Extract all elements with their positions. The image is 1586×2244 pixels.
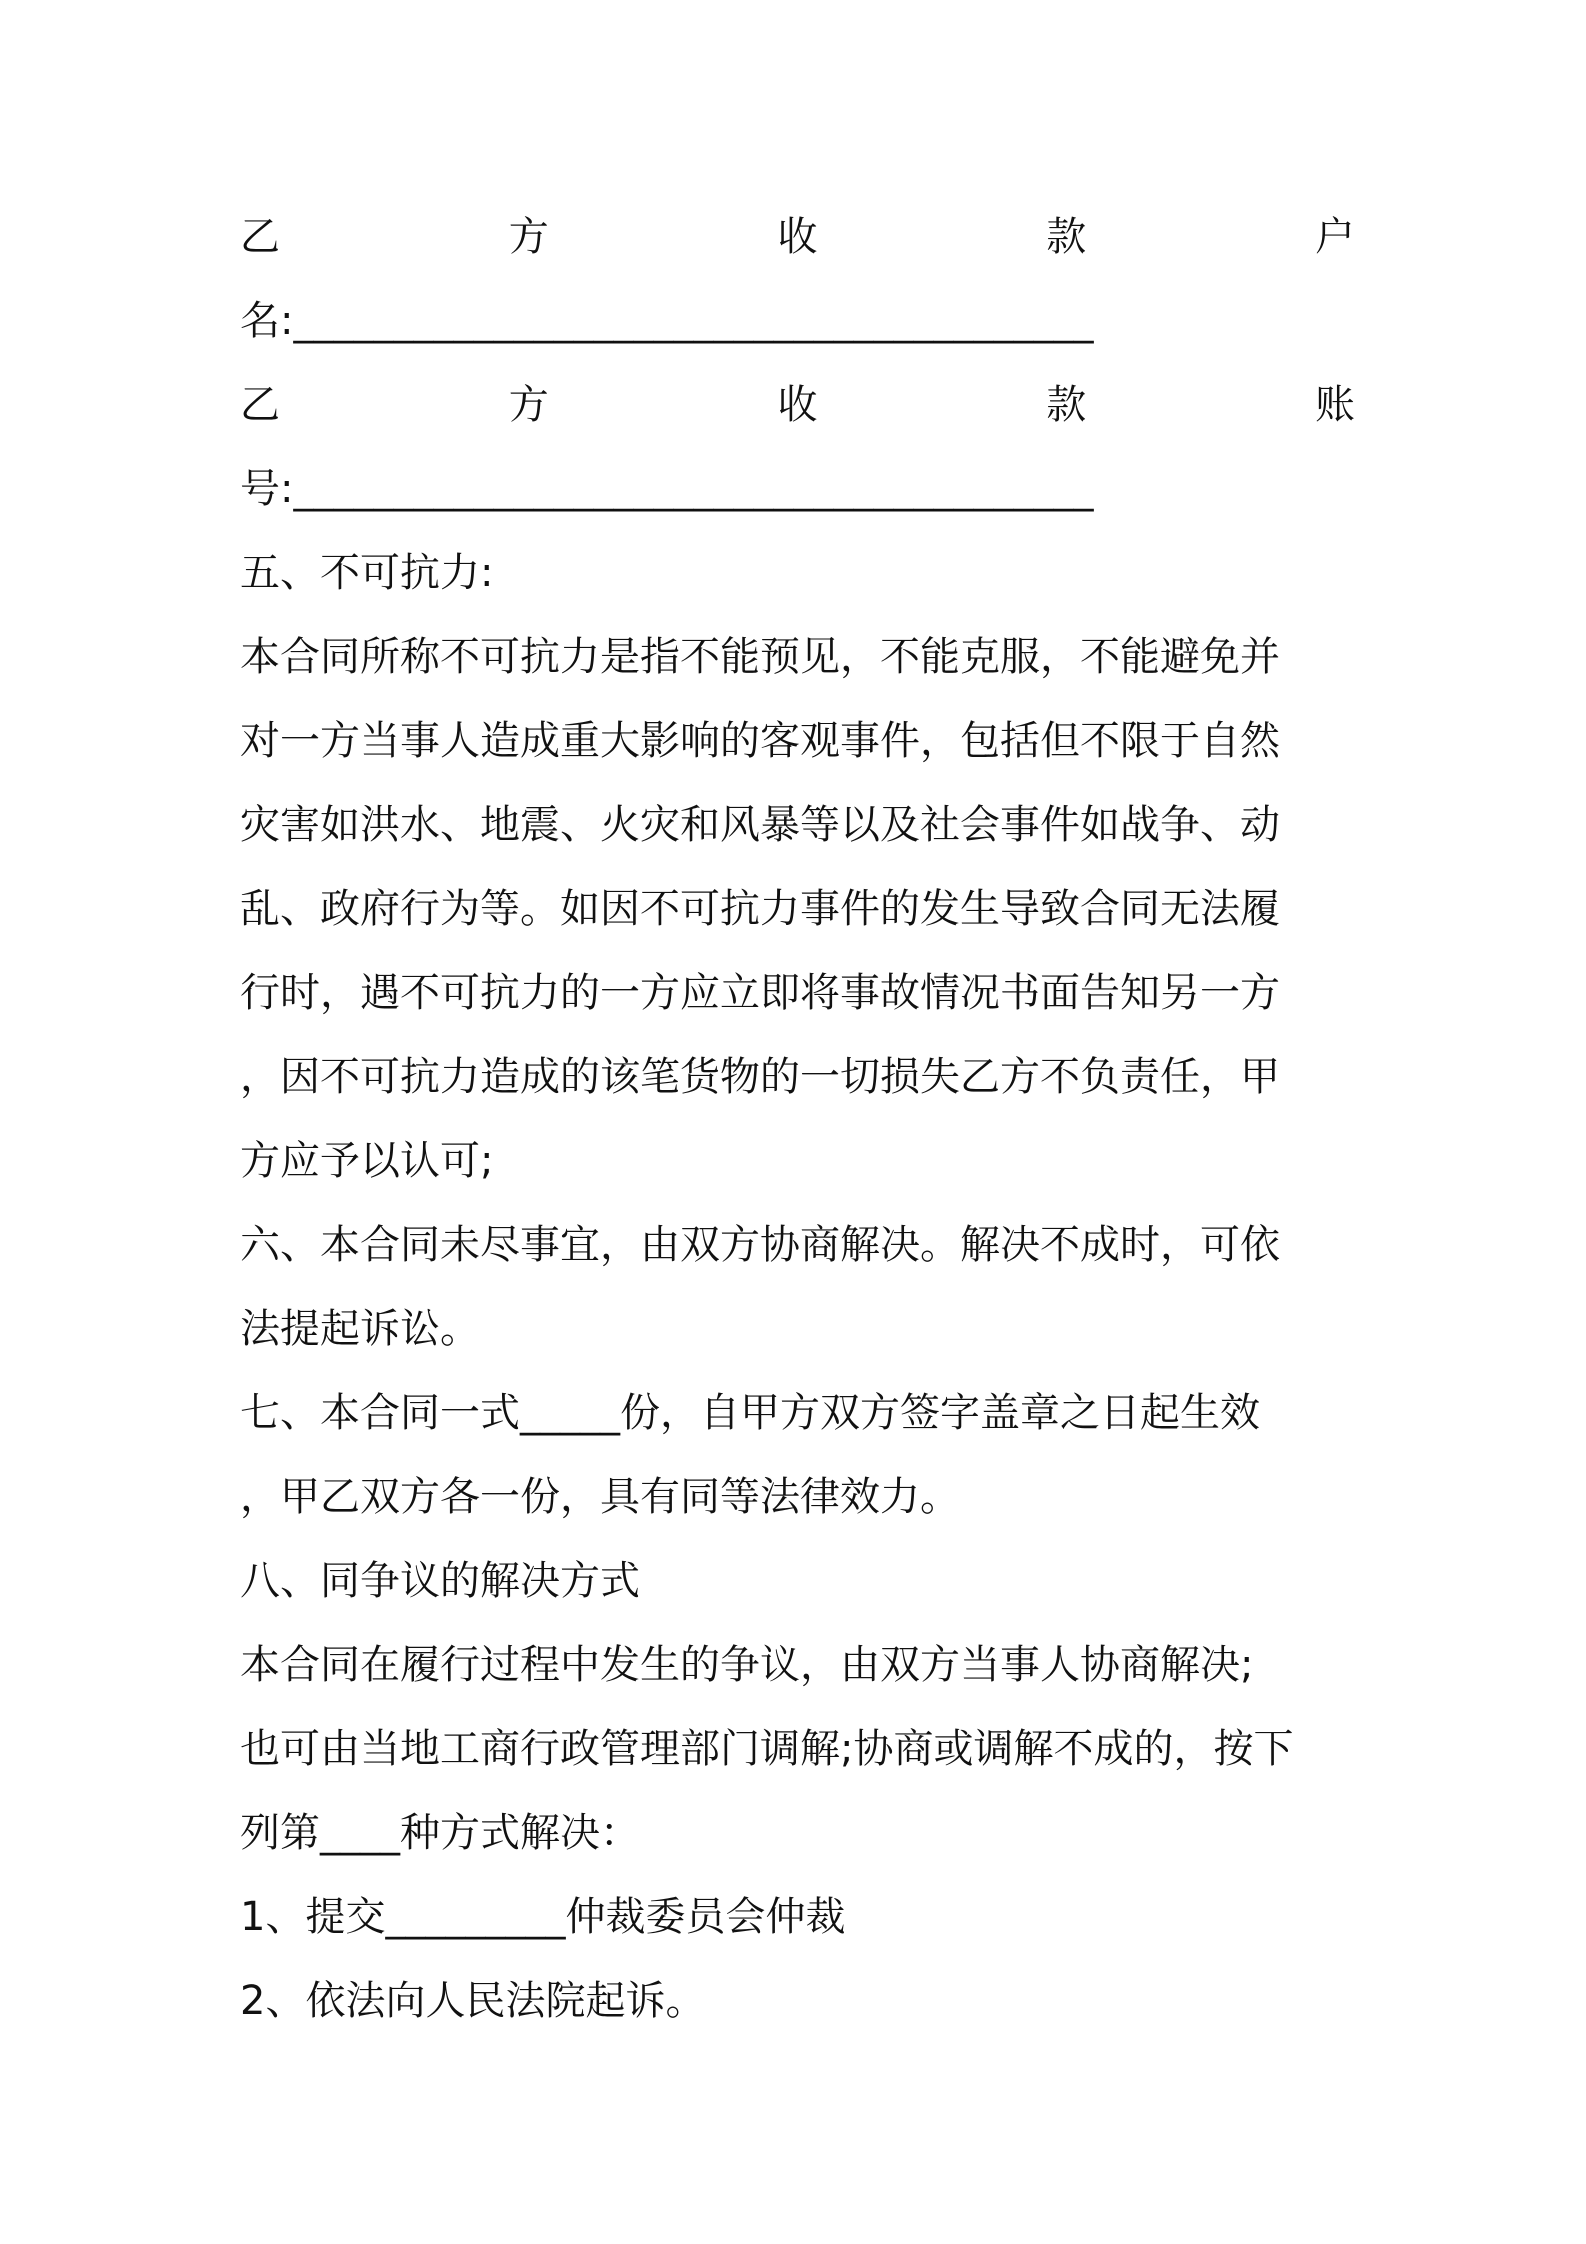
- payee-account-char: 款: [1046, 382, 1087, 428]
- payee-account-label-row: [240, 363, 1355, 447]
- force-majeure-line: 乱、政府行为等。如因不可抗力事件的发生导致合同无法履: [240, 886, 1280, 932]
- payee-name-char: 乙: [240, 214, 280, 260]
- force-majeure-line: 本合同所称不可抗力是指不能预见，不能克服，不能避免并: [240, 634, 1280, 680]
- clause-six-line: 法提起诉讼。: [240, 1306, 480, 1352]
- payee-account-char: 账: [1315, 382, 1355, 428]
- force-majeure-line: 行时，遇不可抗力的一方应立即将事故情况书面告知另一方: [240, 970, 1280, 1016]
- clause-seven-line: 七、本合同一式_____份，自甲方双方签字盖章之日起生效: [240, 1390, 1260, 1436]
- document-page: [240, 195, 1355, 2043]
- payee-name-char: 方: [508, 214, 549, 260]
- payee-account-char: 方: [508, 382, 549, 428]
- clause-eight-heading: 八、同争议的解决方式: [240, 1558, 640, 1604]
- payee-account-field: 号:________________________________________: [240, 466, 1094, 512]
- payee-name-char: 户: [1315, 214, 1355, 260]
- force-majeure-line: 对一方当事人造成重大影响的客观事件，包括但不限于自然: [240, 718, 1280, 764]
- force-majeure-line: ，因不可抗力造成的该笔货物的一切损失乙方不负责任，甲: [240, 1054, 1280, 1100]
- clause-eight-line: 本合同在履行过程中发生的争议，由双方当事人协商解决;: [240, 1642, 1254, 1688]
- clause-eight-line: 列第____种方式解决：: [240, 1810, 640, 1856]
- payee-name-field: 名:________________________________________: [240, 298, 1094, 344]
- payee-name-char: 款: [1046, 214, 1087, 260]
- clause-six-line: 六、本合同未尽事宜，由双方协商解决。解决不成时，可依: [240, 1222, 1280, 1268]
- clause-eight-line: 也可由当地工商行政管理部门调解;协商或调解不成的，按下: [240, 1726, 1294, 1772]
- option-lawsuit: 2、依法向人民法院起诉。: [240, 1978, 706, 2024]
- payee-account-char: 收: [777, 382, 818, 428]
- force-majeure-heading: 五、不可抗力:: [240, 550, 494, 596]
- payee-name-char: 收: [777, 214, 818, 260]
- payee-account-char: 乙: [240, 382, 280, 428]
- clause-seven-line: ，甲乙双方各一份，具有同等法律效力。: [240, 1474, 960, 1520]
- force-majeure-line: 方应予以认可;: [240, 1138, 494, 1184]
- option-arbitration: 1、提交_________仲裁委员会仲裁: [240, 1894, 846, 1940]
- payee-name-label-row: [240, 195, 1355, 279]
- force-majeure-line: 灾害如洪水、地震、火灾和风暴等以及社会事件如战争、动: [240, 802, 1280, 848]
